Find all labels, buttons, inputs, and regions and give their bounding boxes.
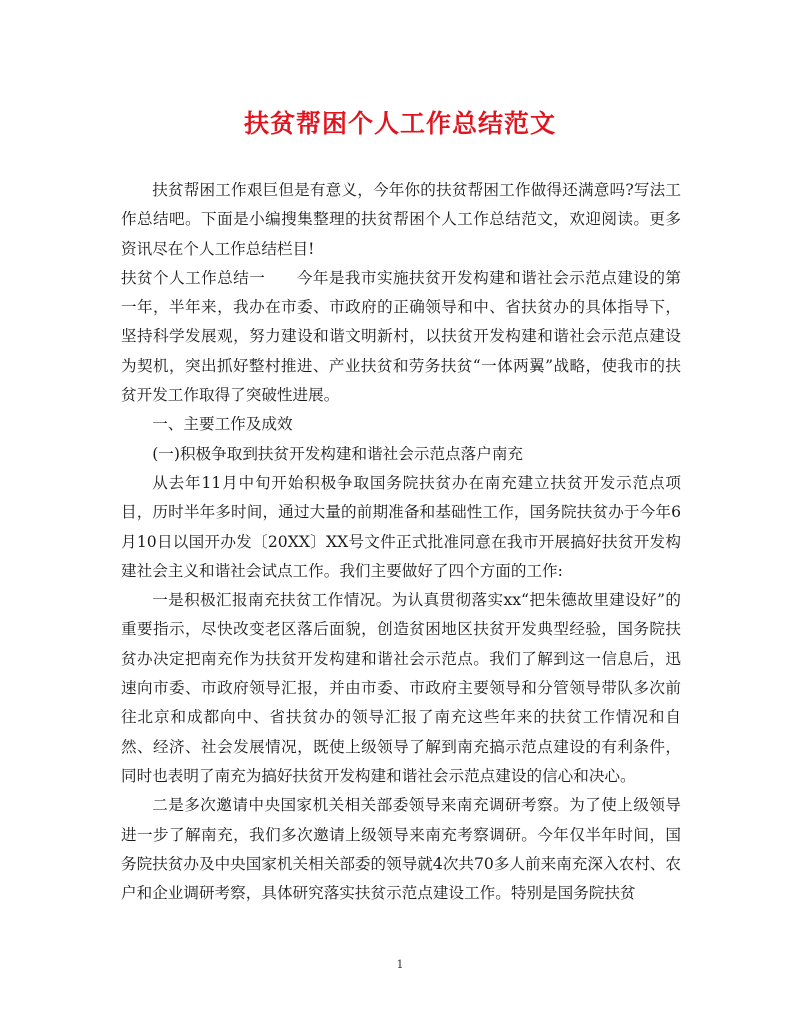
section-label: 扶贫个人工作总结一: [121, 268, 266, 287]
page-number: 1: [396, 958, 404, 971]
section-paragraph: [121, 264, 681, 410]
paragraph-1: 从去年11月中旬开始积极争取国务院扶贫办在南充建立扶贫开发示范点项目，历时半年多时间，通过大量的前期准备和基础性工作，国务院扶贫办于今年6月10日以国开办发〔20XX〕XX号文件正式批准同意在我市开展搞好扶贫开发构建社会主义和谐社会试点工作。我们主要做好了四个方面的工作:: [121, 473, 681, 580]
document-body: [121, 176, 681, 908]
paragraph-2: 一是积极汇报南充扶贫工作情况。为认真贯彻落实xx“把朱德故里建设好”的重要指示，尽快改变老区落后面貌，创造贫困地区扶贫开发典型经验，国务院扶贫办决定把南充作为扶贫开发构建和谐社会示范点。我们了解到这一信息后，迅速向市委、市政府领导汇报，并由市委、市政府主要领导和分管领导带队多次前往北京和成都向中、省扶贫办的领导汇报了南充这些年来的扶贫工作情况和自然、经济、社会发展情况，既使上级领导了解到南充搞示范点建设的有利条件，同时也表明了南充为搞好扶贫开发构建和谐社会示范点建设的信心和决心。: [121, 591, 681, 785]
document-title: 扶贫帮困个人工作总结范文: [243, 109, 556, 138]
paragraph-3: 二是多次邀请中央国家机关相关部委领导来南充调研考察。为了使上级领导进一步了解南充，我们多次邀请上级领导来南充考察调研。今年仅半年时间，国务院扶贫办及中央国家机关相关部委的领导就4次共70多人前来南充深入农村、农户和企业调研考察，具体研究落实扶贫示范点建设工作。特别是国务院扶贫: [121, 796, 681, 903]
intro-paragraph: 扶贫帮困工作艰巨但是有意义，今年你的扶贫帮困工作做得还满意吗?写法工作总结吧。下面是小编搜集整理的扶贫帮困个人工作总结范文，欢迎阅读。更多资讯尽在个人工作总结栏目!: [121, 181, 681, 258]
section-text: 今年是我市实施扶贫开发构建和谐社会示范点建设的第一年，半年来，我办在市委、市政府的正确领导和中、省扶贫办的具体指导下，坚持科学发展观，努力建设和谐文明新村，以扶贫开发构建和谐社会示范点建设为契机，突出抓好整村推进、产业扶贫和劳务扶贫“一体两翼”战略，使我市的扶贫开发工作取得了突破性进展。: [121, 268, 681, 405]
heading-main-work: 一、主要工作及成效: [152, 415, 293, 434]
heading-sub-1: (一)积极争取到扶贫开发构建和谐社会示范点落户南充: [152, 444, 524, 463]
